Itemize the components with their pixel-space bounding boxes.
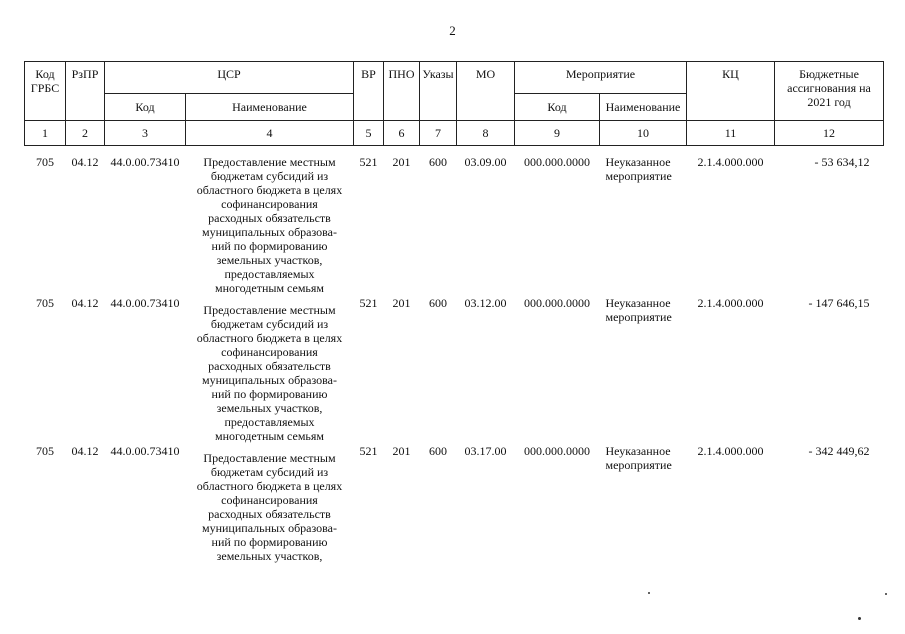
header-pno: ПНО [384, 62, 420, 121]
header-kc: КЦ [687, 62, 775, 121]
scan-speck [858, 617, 861, 620]
column-number: 4 [186, 121, 354, 146]
cell-event-code: 000.000.0000 [524, 155, 590, 169]
cell-kc: 2.1.4.000.000 [697, 444, 764, 458]
table-row [25, 296, 884, 444]
cell-amount: - 147 646,15 [808, 296, 870, 310]
cell-amount: - 53 634,12 [814, 155, 870, 169]
cell-csr-name: Предоставление местным бюджетам субсидий из областного бюджета в целях софинансирования расходных обязательств муниципальных образова-ний по формированию земельных участков, предоставляемых многодетным семьям [196, 155, 343, 295]
cell-vr: 521 [359, 155, 378, 169]
cell-mo: 03.17.00 [464, 444, 507, 458]
column-number: 3 [105, 121, 186, 146]
cell-event-name: Неуказанное мероприятие [605, 296, 672, 324]
scan-speck [885, 593, 887, 595]
cell-event-name: Неуказанное мероприятие [605, 444, 672, 472]
header-budget: Бюджетные ассигнования на 2021 год [775, 62, 884, 121]
header-csr-code: Код [105, 94, 186, 121]
cell-rzpr: 04.12 [71, 444, 99, 458]
cell-pno: 201 [392, 155, 411, 169]
column-number: 10 [600, 121, 687, 146]
cell-mo: 03.09.00 [464, 155, 507, 169]
header-ukazy: Указы [420, 62, 457, 121]
page-number: 2 [449, 23, 456, 38]
header-event: Мероприятие [515, 62, 687, 94]
cell-csr-code: 44.0.00.73410 [110, 296, 180, 310]
header-event-code: Код [515, 94, 600, 121]
header-grbs: Код ГРБС [25, 62, 66, 121]
column-number: 1 [25, 121, 66, 146]
column-number: 9 [515, 121, 600, 146]
column-number: 8 [457, 121, 515, 146]
column-number: 7 [420, 121, 457, 146]
cell-mo: 03.12.00 [464, 296, 507, 310]
cell-pno: 201 [392, 444, 411, 458]
cell-event-code: 000.000.0000 [524, 444, 590, 458]
column-number: 6 [384, 121, 420, 146]
table-row [25, 146, 884, 297]
cell-vr: 521 [359, 296, 378, 310]
header-rzpr: РзПР [66, 62, 105, 121]
column-number-row [25, 121, 884, 146]
header-mo: МО [457, 62, 515, 121]
cell-amount: - 342 449,62 [808, 444, 870, 458]
column-number: 11 [687, 121, 775, 146]
cell-event-name: Неуказанное мероприятие [605, 155, 672, 183]
cell-rzpr: 04.12 [71, 296, 99, 310]
header-event-name: Наименование [600, 94, 687, 121]
cell-ukazy: 600 [429, 155, 447, 169]
header-csr-name: Наименование [186, 94, 354, 121]
header-csr: ЦСР [105, 62, 354, 94]
cell-ukazy: 600 [429, 444, 447, 458]
cell-csr-name: Предоставление местным бюджетам субсидий из областного бюджета в целях софинансирования расходных обязательств муниципальных образова-ний по формированию земельных участков, [196, 451, 343, 563]
cell-grbs: 705 [36, 155, 54, 169]
cell-kc: 2.1.4.000.000 [697, 155, 764, 169]
cell-kc: 2.1.4.000.000 [697, 296, 764, 310]
cell-pno: 201 [392, 296, 411, 310]
cell-csr-name: Предоставление местным бюджетам субсидий из областного бюджета в целях софинансирования расходных обязательств муниципальных образова-ний по формированию земельных участков, предоставляемых многодетным семьям [196, 303, 343, 443]
column-number: 2 [66, 121, 105, 146]
cell-grbs: 705 [36, 444, 54, 458]
header-vr: ВР [354, 62, 384, 121]
cell-event-code: 000.000.0000 [524, 296, 590, 310]
table-header [25, 62, 884, 146]
cell-csr-code: 44.0.00.73410 [110, 444, 180, 458]
cell-grbs: 705 [36, 296, 54, 310]
column-number: 12 [775, 121, 884, 146]
cell-rzpr: 04.12 [71, 155, 99, 169]
table-row [25, 444, 884, 563]
cell-ukazy: 600 [429, 296, 447, 310]
cell-vr: 521 [359, 444, 378, 458]
cell-csr-code: 44.0.00.73410 [110, 155, 180, 169]
scan-speck [648, 592, 650, 594]
budget-table [24, 61, 884, 563]
column-number: 5 [354, 121, 384, 146]
